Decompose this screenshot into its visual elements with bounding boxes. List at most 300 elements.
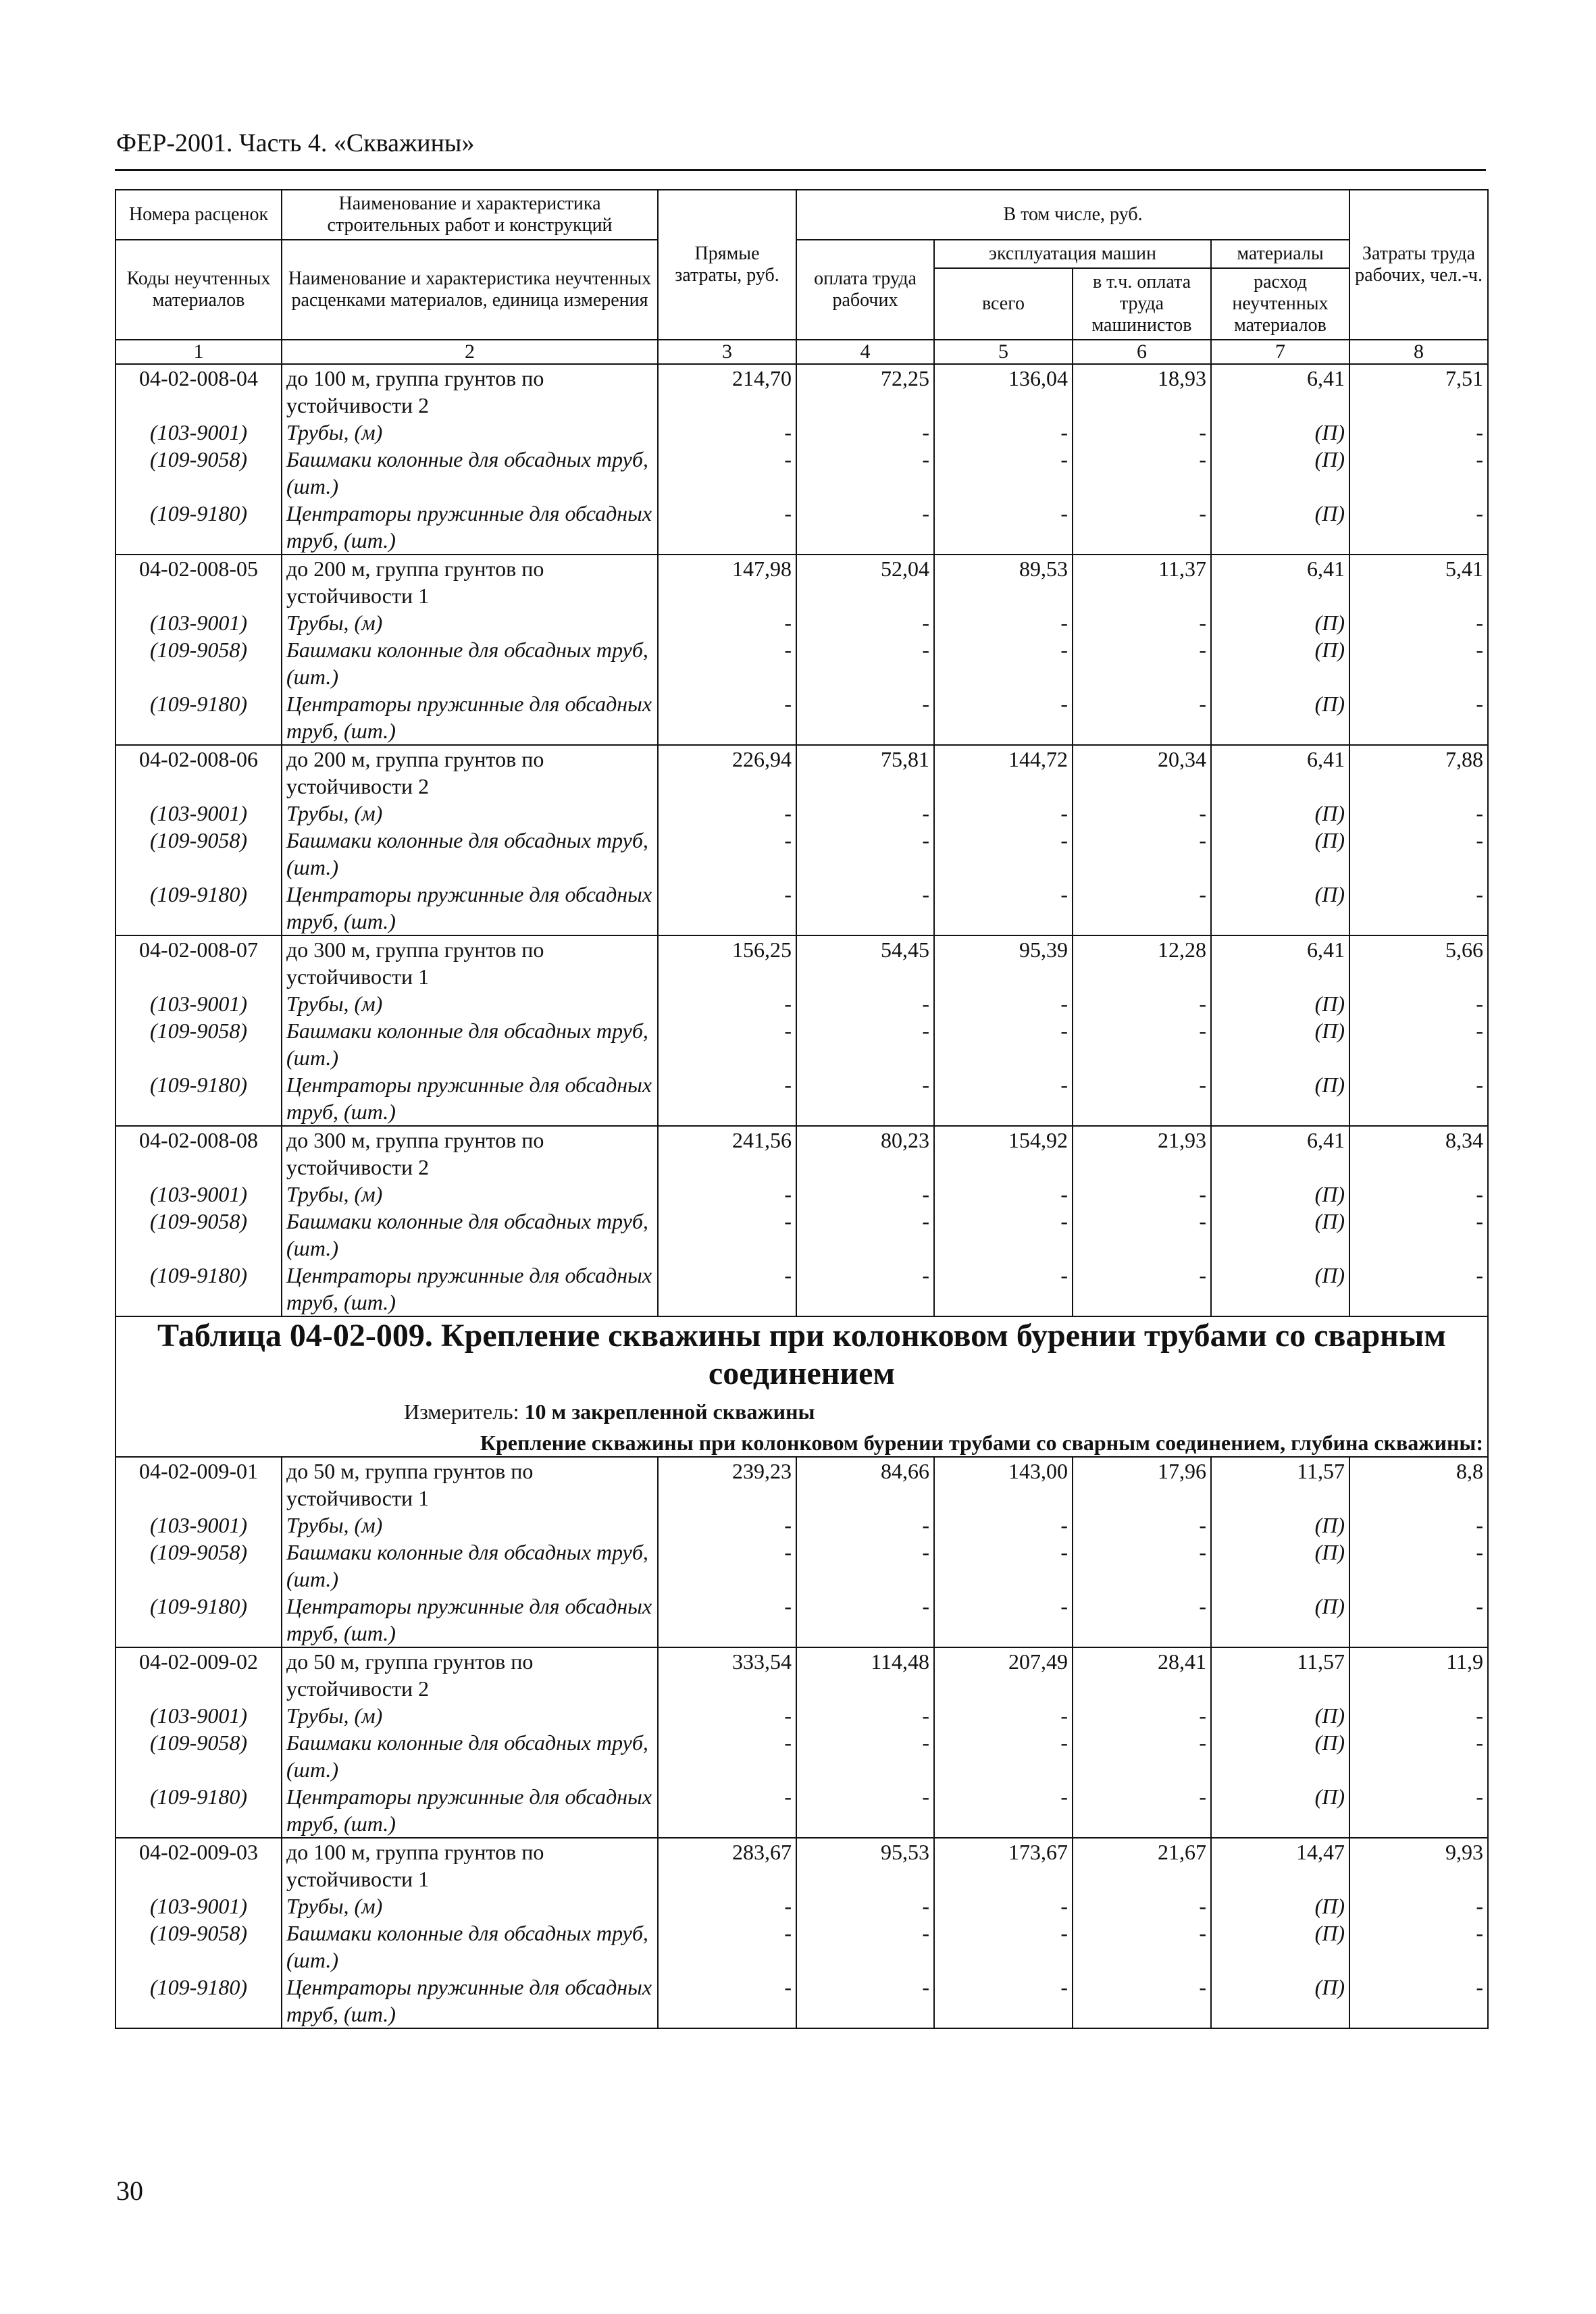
materials-use-header: расход неучтенных материалов: [1211, 268, 1349, 340]
material-mark: (П): [1211, 1208, 1349, 1262]
rate-name: до 300 м, группа грунтов по устойчивости 1: [282, 935, 658, 990]
material-mark: (П): [1211, 1539, 1349, 1593]
dash-cell: -: [934, 609, 1073, 636]
rate-row: [115, 555, 1488, 609]
material-name: Башмаки колонные для обсадных труб, (шт.): [282, 1729, 658, 1783]
materials-cell: 11,57: [1211, 1457, 1349, 1512]
dash-cell: -: [1349, 827, 1488, 881]
material-name: Центраторы пружинные для обсадных труб, (шт.): [282, 881, 658, 935]
material-row: [115, 827, 1488, 881]
dash-cell: -: [1073, 800, 1211, 827]
dash-cell: -: [1349, 1783, 1488, 1838]
material-code: (103-9001): [115, 1181, 282, 1208]
col1-top-header: Номера расценок: [115, 190, 282, 240]
rate-row: [115, 1457, 1488, 1512]
material-name: Трубы, (м): [282, 990, 658, 1017]
group-1-body: [115, 364, 1488, 1316]
material-code: (103-9001): [115, 419, 282, 446]
dash-cell: -: [658, 609, 796, 636]
materials-cell: 6,41: [1211, 935, 1349, 990]
machines-cell: 89,53: [934, 555, 1073, 609]
material-mark: (П): [1211, 1920, 1349, 1974]
rate-name: до 50 м, группа грунтов по устойчивости 2: [282, 1647, 658, 1702]
dash-cell: -: [658, 881, 796, 935]
dash-cell: -: [1073, 881, 1211, 935]
operators-cell: 21,67: [1073, 1838, 1211, 1893]
operators-cell: 28,41: [1073, 1647, 1211, 1702]
rate-row: [115, 1838, 1488, 1893]
machines-header: эксплуатация машин: [934, 240, 1211, 268]
rate-code: 04-02-008-07: [115, 935, 282, 990]
dash-cell: -: [1349, 1893, 1488, 1920]
material-code: (103-9001): [115, 800, 282, 827]
dash-cell: -: [934, 636, 1073, 690]
dash-cell: -: [1073, 1893, 1211, 1920]
material-row: [115, 1208, 1488, 1262]
dash-cell: -: [658, 1017, 796, 1071]
material-name: Башмаки колонные для обсадных труб, (шт.): [282, 1920, 658, 1974]
dash-cell: -: [658, 500, 796, 555]
labor-cell: 7,88: [1349, 745, 1488, 800]
dash-cell: -: [1073, 1920, 1211, 1974]
col-number: 5: [934, 340, 1073, 364]
dash-cell: -: [1349, 1702, 1488, 1729]
rate-code: 04-02-009-01: [115, 1457, 282, 1512]
dash-cell: -: [796, 1181, 934, 1208]
machines-cell: 154,92: [934, 1126, 1073, 1181]
materials-cell: 14,47: [1211, 1838, 1349, 1893]
materials-cell: 6,41: [1211, 745, 1349, 800]
dash-cell: -: [934, 1974, 1073, 2028]
dash-cell: -: [1073, 1017, 1211, 1071]
rate-row: [115, 935, 1488, 990]
dash-cell: -: [1073, 500, 1211, 555]
dash-cell: -: [1073, 1974, 1211, 2028]
dash-cell: -: [1073, 1512, 1211, 1539]
dash-cell: -: [658, 1593, 796, 1647]
material-name: Трубы, (м): [282, 800, 658, 827]
rate-name: до 200 м, группа грунтов по устойчивости 1: [282, 555, 658, 609]
dash-cell: -: [1073, 419, 1211, 446]
rate-code: 04-02-008-04: [115, 364, 282, 419]
dash-cell: -: [796, 800, 934, 827]
dash-cell: -: [934, 827, 1073, 881]
dash-cell: -: [1073, 1729, 1211, 1783]
material-mark: (П): [1211, 690, 1349, 745]
dash-cell: -: [796, 1729, 934, 1783]
labor-cell: 5,41: [1349, 555, 1488, 609]
dash-cell: -: [658, 690, 796, 745]
labor-cell: 11,9: [1349, 1647, 1488, 1702]
dash-cell: -: [1349, 990, 1488, 1017]
dash-cell: -: [1073, 990, 1211, 1017]
material-row: [115, 1702, 1488, 1729]
material-mark: (П): [1211, 1262, 1349, 1316]
dash-cell: -: [1073, 446, 1211, 500]
dash-cell: -: [796, 609, 934, 636]
dash-cell: -: [934, 1783, 1073, 1838]
machines-cell: 207,49: [934, 1647, 1073, 1702]
dash-cell: -: [1073, 1262, 1211, 1316]
measure-line: [404, 1398, 1483, 1429]
material-name: Центраторы пружинные для обсадных труб, (шт.): [282, 690, 658, 745]
material-code: (109-9058): [115, 1539, 282, 1593]
material-code: (103-9001): [115, 1512, 282, 1539]
dash-cell: -: [934, 1512, 1073, 1539]
material-mark: (П): [1211, 827, 1349, 881]
materials-cell: 11,57: [1211, 1647, 1349, 1702]
material-row: [115, 1181, 1488, 1208]
table-009-heading: [115, 1316, 1488, 1457]
dash-cell: -: [1349, 1512, 1488, 1539]
operators-cell: 18,93: [1073, 364, 1211, 419]
dash-cell: -: [658, 1071, 796, 1126]
operators-cell: 11,37: [1073, 555, 1211, 609]
direct-costs-cell: 226,94: [658, 745, 796, 800]
dash-cell: -: [1073, 609, 1211, 636]
material-name: Башмаки колонные для обсадных труб, (шт.): [282, 1539, 658, 1593]
dash-cell: -: [658, 1512, 796, 1539]
material-row: [115, 1512, 1488, 1539]
dash-cell: -: [796, 881, 934, 935]
labor-header: Затраты труда рабочих, чел.-ч.: [1349, 190, 1488, 340]
dash-cell: -: [1073, 1783, 1211, 1838]
dash-cell: -: [658, 1262, 796, 1316]
dash-cell: -: [796, 690, 934, 745]
table-title-cell: [115, 1316, 1488, 1429]
material-row: [115, 1783, 1488, 1838]
dash-cell: -: [796, 1920, 934, 1974]
measure-value: 10 м закрепленной скважины: [524, 1399, 815, 1424]
material-mark: (П): [1211, 1017, 1349, 1071]
material-code: (109-9180): [115, 1974, 282, 2028]
dash-cell: -: [1349, 1181, 1488, 1208]
dash-cell: -: [1073, 1208, 1211, 1262]
material-name: Центраторы пружинные для обсадных труб, (шт.): [282, 1783, 658, 1838]
rate-code: 04-02-008-08: [115, 1126, 282, 1181]
material-row: [115, 636, 1488, 690]
dash-cell: -: [1073, 1071, 1211, 1126]
operators-cell: 12,28: [1073, 935, 1211, 990]
material-name: Центраторы пружинные для обсадных труб, (шт.): [282, 1071, 658, 1126]
material-mark: (П): [1211, 609, 1349, 636]
col-number: 8: [1349, 340, 1488, 364]
material-mark: (П): [1211, 1783, 1349, 1838]
dash-cell: -: [934, 1702, 1073, 1729]
material-code: (109-9058): [115, 1920, 282, 1974]
material-name: Башмаки колонные для обсадных труб, (шт.): [282, 1017, 658, 1071]
direct-costs-cell: 241,56: [658, 1126, 796, 1181]
direct-costs-header: Прямые затраты, руб.: [658, 190, 796, 340]
direct-costs-cell: 239,23: [658, 1457, 796, 1512]
dash-cell: -: [796, 1539, 934, 1593]
material-code: (109-9058): [115, 1729, 282, 1783]
material-row: [115, 800, 1488, 827]
material-mark: (П): [1211, 1181, 1349, 1208]
col-number: 7: [1211, 340, 1349, 364]
material-code: (109-9180): [115, 1783, 282, 1838]
dash-cell: -: [934, 881, 1073, 935]
dash-cell: -: [658, 419, 796, 446]
dash-cell: -: [796, 1593, 934, 1647]
material-code: (109-9180): [115, 1593, 282, 1647]
dash-cell: -: [796, 500, 934, 555]
dash-cell: -: [934, 1729, 1073, 1783]
dash-cell: -: [934, 1262, 1073, 1316]
dash-cell: -: [1073, 1181, 1211, 1208]
operators-header: в т.ч. оплата труда машинистов: [1073, 268, 1211, 340]
material-row: [115, 500, 1488, 555]
material-mark: (П): [1211, 1974, 1349, 2028]
rate-name: до 200 м, группа грунтов по устойчивости 2: [282, 745, 658, 800]
col-number: 3: [658, 340, 796, 364]
dash-cell: -: [1349, 446, 1488, 500]
material-row: [115, 1729, 1488, 1783]
machines-total-header: всего: [934, 268, 1073, 340]
dash-cell: -: [658, 990, 796, 1017]
dash-cell: -: [658, 1208, 796, 1262]
material-mark: (П): [1211, 1593, 1349, 1647]
dash-cell: -: [658, 636, 796, 690]
section-title: Крепление скважины при колонковом бурении трубами со сварным соединением, глубина скважины:: [115, 1429, 1488, 1457]
dash-cell: -: [1349, 1017, 1488, 1071]
material-code: (109-9058): [115, 636, 282, 690]
material-name: Башмаки колонные для обсадных труб, (шт.): [282, 446, 658, 500]
dash-cell: -: [658, 1729, 796, 1783]
wages-cell: 75,81: [796, 745, 934, 800]
material-code: (103-9001): [115, 609, 282, 636]
dash-cell: -: [796, 1208, 934, 1262]
dash-cell: -: [1073, 690, 1211, 745]
dash-cell: -: [658, 827, 796, 881]
dash-cell: -: [796, 1974, 934, 2028]
rate-row: [115, 1126, 1488, 1181]
material-row: [115, 1017, 1488, 1071]
material-code: (109-9180): [115, 500, 282, 555]
page-number: 30: [116, 2176, 143, 2206]
rate-name: до 300 м, группа грунтов по устойчивости 2: [282, 1126, 658, 1181]
material-code: (109-9180): [115, 1071, 282, 1126]
dash-cell: -: [934, 1539, 1073, 1593]
operators-cell: 21,93: [1073, 1126, 1211, 1181]
dash-cell: -: [1349, 881, 1488, 935]
material-mark: (П): [1211, 446, 1349, 500]
material-mark: (П): [1211, 1512, 1349, 1539]
material-name: Трубы, (м): [282, 1893, 658, 1920]
rate-code: 04-02-008-06: [115, 745, 282, 800]
dash-cell: -: [1073, 636, 1211, 690]
dash-cell: -: [658, 1920, 796, 1974]
machines-cell: 136,04: [934, 364, 1073, 419]
col-number: 6: [1073, 340, 1211, 364]
material-mark: (П): [1211, 1893, 1349, 1920]
dash-cell: -: [796, 1017, 934, 1071]
dash-cell: -: [1349, 500, 1488, 555]
dash-cell: -: [658, 1539, 796, 1593]
material-row: [115, 1539, 1488, 1593]
material-name: Башмаки колонные для обсадных труб, (шт.): [282, 636, 658, 690]
machines-cell: 173,67: [934, 1838, 1073, 1893]
wages-cell: 52,04: [796, 555, 934, 609]
material-mark: (П): [1211, 800, 1349, 827]
document-header: ФЕР-2001. Часть 4. «Скважины»: [116, 129, 475, 157]
material-mark: (П): [1211, 500, 1349, 555]
material-row: [115, 990, 1488, 1017]
dash-cell: -: [1349, 1071, 1488, 1126]
direct-costs-cell: 156,25: [658, 935, 796, 990]
material-name: Трубы, (м): [282, 1702, 658, 1729]
dash-cell: -: [658, 800, 796, 827]
dash-cell: -: [934, 800, 1073, 827]
operators-cell: 17,96: [1073, 1457, 1211, 1512]
wages-cell: 72,25: [796, 364, 934, 419]
wages-cell: 80,23: [796, 1126, 934, 1181]
machines-cell: 143,00: [934, 1457, 1073, 1512]
material-name: Центраторы пружинные для обсадных труб, (шт.): [282, 1593, 658, 1647]
material-name: Башмаки колонные для обсадных труб, (шт.): [282, 1208, 658, 1262]
material-code: (103-9001): [115, 1702, 282, 1729]
dash-cell: -: [1073, 1702, 1211, 1729]
dash-cell: -: [1073, 1593, 1211, 1647]
dash-cell: -: [934, 419, 1073, 446]
direct-costs-cell: 147,98: [658, 555, 796, 609]
dash-cell: -: [934, 500, 1073, 555]
dash-cell: -: [796, 827, 934, 881]
dash-cell: -: [658, 446, 796, 500]
dash-cell: -: [934, 446, 1073, 500]
material-name: Трубы, (м): [282, 1181, 658, 1208]
dash-cell: -: [1349, 1974, 1488, 2028]
dash-cell: -: [1349, 1262, 1488, 1316]
dash-cell: -: [1349, 1729, 1488, 1783]
dash-cell: -: [796, 636, 934, 690]
rate-code: 04-02-009-02: [115, 1647, 282, 1702]
materials-header: материалы: [1211, 240, 1349, 268]
material-row: [115, 1974, 1488, 2028]
wages-cell: 95,53: [796, 1838, 934, 1893]
material-row: [115, 1262, 1488, 1316]
material-name: Трубы, (м): [282, 419, 658, 446]
header-rule: [115, 169, 1486, 171]
material-code: (103-9001): [115, 1893, 282, 1920]
material-row: [115, 446, 1488, 500]
material-code: (109-9180): [115, 690, 282, 745]
material-row: [115, 881, 1488, 935]
material-name: Башмаки колонные для обсадных труб, (шт.): [282, 827, 658, 881]
material-row: [115, 419, 1488, 446]
material-mark: (П): [1211, 1702, 1349, 1729]
rate-name: до 50 м, группа грунтов по устойчивости 1: [282, 1457, 658, 1512]
material-mark: (П): [1211, 990, 1349, 1017]
rate-row: [115, 745, 1488, 800]
material-code: (109-9180): [115, 1262, 282, 1316]
dash-cell: -: [658, 1702, 796, 1729]
materials-cell: 6,41: [1211, 555, 1349, 609]
dash-cell: -: [934, 1893, 1073, 1920]
col1-bottom-header: Коды неучтенных материалов: [115, 240, 282, 340]
dash-cell: -: [934, 1920, 1073, 1974]
material-code: (109-9180): [115, 881, 282, 935]
material-code: (103-9001): [115, 990, 282, 1017]
material-name: Центраторы пружинные для обсадных труб, (шт.): [282, 500, 658, 555]
dash-cell: -: [934, 1071, 1073, 1126]
dash-cell: -: [934, 1208, 1073, 1262]
dash-cell: -: [1349, 1539, 1488, 1593]
labor-cell: 8,34: [1349, 1126, 1488, 1181]
dash-cell: -: [934, 1017, 1073, 1071]
dash-cell: -: [934, 990, 1073, 1017]
material-code: (109-9058): [115, 827, 282, 881]
materials-cell: 6,41: [1211, 1126, 1349, 1181]
material-row: [115, 1920, 1488, 1974]
material-row: [115, 1893, 1488, 1920]
group-2-body: [115, 1457, 1488, 2028]
rate-row: [115, 1647, 1488, 1702]
col2-top-header: Наименование и характеристика строительных работ и конструкций: [282, 190, 658, 240]
direct-costs-cell: 333,54: [658, 1647, 796, 1702]
col-number: 2: [282, 340, 658, 364]
material-name: Центраторы пружинные для обсадных труб, (шт.): [282, 1974, 658, 2028]
dash-cell: -: [1349, 1593, 1488, 1647]
dash-cell: -: [1349, 800, 1488, 827]
material-mark: (П): [1211, 636, 1349, 690]
dash-cell: -: [796, 419, 934, 446]
material-mark: (П): [1211, 419, 1349, 446]
col-number: 1: [115, 340, 282, 364]
material-row: [115, 1071, 1488, 1126]
dash-cell: -: [1073, 827, 1211, 881]
labor-cell: 5,66: [1349, 935, 1488, 990]
direct-costs-cell: 214,70: [658, 364, 796, 419]
direct-costs-cell: 283,67: [658, 1838, 796, 1893]
machines-cell: 95,39: [934, 935, 1073, 990]
material-mark: (П): [1211, 1729, 1349, 1783]
dash-cell: -: [1073, 1539, 1211, 1593]
dash-cell: -: [934, 1181, 1073, 1208]
material-code: (109-9058): [115, 1017, 282, 1071]
dash-cell: -: [796, 990, 934, 1017]
labor-cell: 7,51: [1349, 364, 1488, 419]
material-code: (109-9058): [115, 1208, 282, 1262]
dash-cell: -: [796, 1702, 934, 1729]
dash-cell: -: [796, 1071, 934, 1126]
wages-cell: 114,48: [796, 1647, 934, 1702]
rate-code: 04-02-008-05: [115, 555, 282, 609]
machines-cell: 144,72: [934, 745, 1073, 800]
dash-cell: -: [796, 1262, 934, 1316]
material-row: [115, 609, 1488, 636]
dash-cell: -: [1349, 1920, 1488, 1974]
dash-cell: -: [658, 1893, 796, 1920]
material-name: Трубы, (м): [282, 609, 658, 636]
material-row: [115, 1593, 1488, 1647]
operators-cell: 20,34: [1073, 745, 1211, 800]
dash-cell: -: [1349, 419, 1488, 446]
dash-cell: -: [934, 690, 1073, 745]
material-name: Центраторы пружинные для обсадных труб, (шт.): [282, 1262, 658, 1316]
wages-cell: 54,45: [796, 935, 934, 990]
dash-cell: -: [1349, 690, 1488, 745]
table-title: Таблица 04-02-009. Крепление скважины при колонковом бурении трубами со сварным соединением: [157, 1318, 1446, 1391]
dash-cell: -: [934, 1593, 1073, 1647]
dash-cell: -: [1349, 1208, 1488, 1262]
dash-cell: -: [796, 446, 934, 500]
materials-cell: 6,41: [1211, 364, 1349, 419]
incl-header: В том числе, руб.: [796, 190, 1349, 240]
dash-cell: -: [796, 1512, 934, 1539]
rate-name: до 100 м, группа грунтов по устойчивости 2: [282, 364, 658, 419]
dash-cell: -: [658, 1974, 796, 2028]
